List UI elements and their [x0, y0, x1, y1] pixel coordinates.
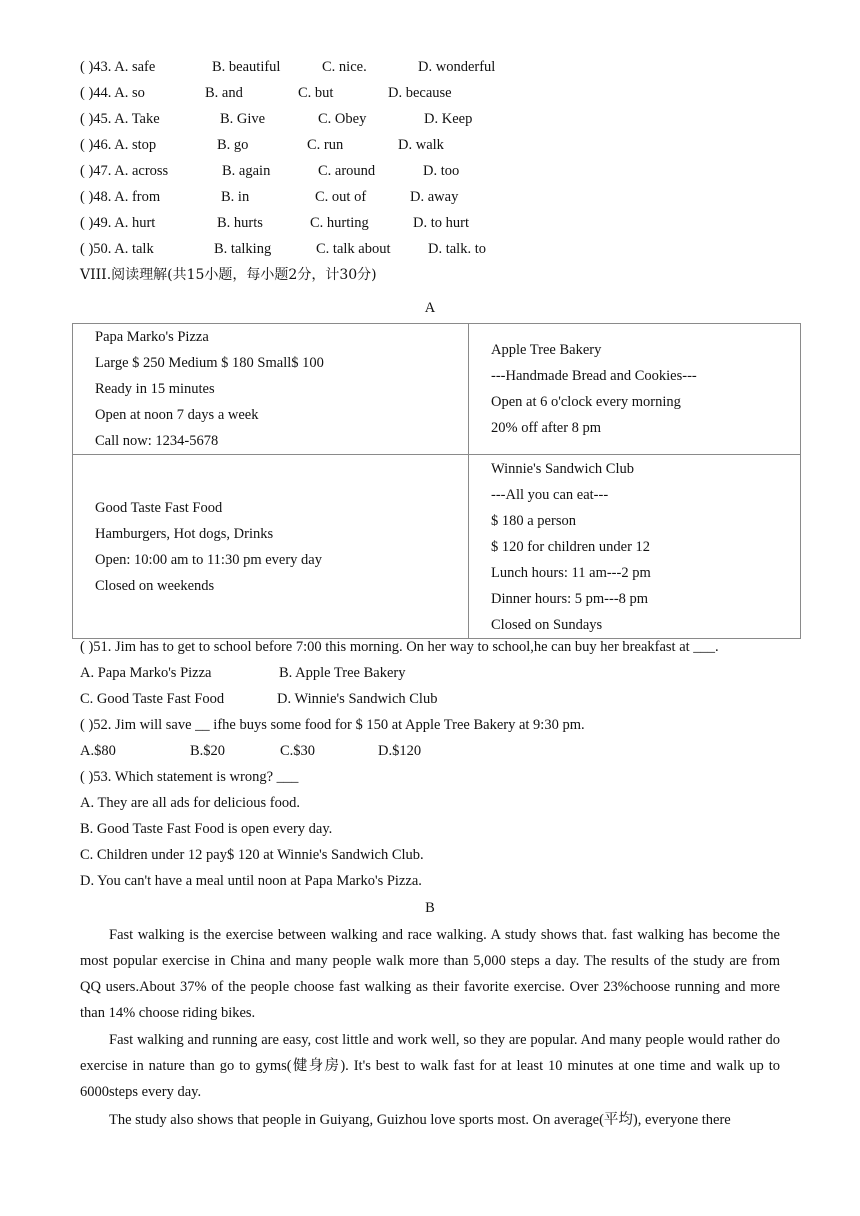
option-a: A. Papa Marko's Pizza — [80, 665, 212, 681]
option-c: C. nice. — [322, 59, 367, 75]
ad-line: ---Handmade Bread and Cookies--- — [491, 368, 697, 384]
question-45 — [80, 106, 780, 132]
option-b: B. beautiful — [212, 59, 281, 75]
paragraph: Fast walking is the exercise between walking and race walking. A study shows that. fast walking has become the most popular exercise in China and many people walk more than 5,000 steps a day. The results of the study are from QQ users.About 37% of the people choose fast walking as their favorite exercise. Over 23%choose running and more than 14% choose riding bikes. — [80, 927, 780, 1021]
option-d: D. too — [423, 163, 460, 179]
question-53-option-d: D. You can't have a meal until noon at Papa Marko's Pizza. — [80, 873, 422, 889]
option-d: D. walk — [398, 137, 444, 153]
question-51-stem: ( )51. Jim has to get to school before 7:00 this morning. On her way to school,he can buy her breakfast at ___. — [80, 639, 719, 655]
option-a: ( )45. A. Take — [80, 111, 160, 127]
ad-title: Good Taste Fast Food — [95, 499, 223, 516]
ads-table — [72, 323, 801, 639]
option-d: D.$120 — [378, 743, 422, 759]
option-d: D. away — [410, 189, 459, 205]
option-a: ( )43. A. safe — [80, 59, 156, 75]
option-d: D. to hurt — [413, 215, 469, 231]
paragraph: Fast walking and running are easy, cost little and work well, so they are popular. And many people would rather do exercise in nature than go to gyms(健身房). It's best to walk fast for at least 10 minutes at one time and walk up to 6000steps every day. — [80, 1032, 780, 1100]
ad-line: Lunch hours: 11 am---2 pm — [491, 564, 651, 581]
passage-b — [80, 922, 780, 1192]
question-43 — [80, 54, 780, 80]
option-b: B. Give — [220, 111, 266, 127]
ad-papa-markos — [73, 324, 469, 455]
ad-line: 20% off after 8 pm — [491, 420, 602, 436]
option-c: C.$30 — [280, 743, 316, 759]
ad-title: Apple Tree Bakery — [491, 342, 602, 358]
option-d: D. talk. to — [428, 241, 486, 257]
ad-line: Call now: 1234-5678 — [95, 433, 219, 449]
ad-line: $ 180 a person — [491, 512, 576, 529]
ad-line: Dinner hours: 5 pm---8 pm — [491, 590, 649, 607]
question-53-stem: ( )53. Which statement is wrong? ___ — [80, 769, 299, 785]
option-c: C. hurting — [310, 215, 369, 231]
cloze-section — [80, 54, 780, 290]
ad-title: Winnie's Sandwich Club — [491, 460, 634, 477]
option-b: B. again — [222, 163, 271, 179]
option-c: C. Obey — [318, 111, 367, 127]
option-c: C. out of — [315, 189, 367, 205]
option-a: ( )44. A. so — [80, 85, 145, 101]
ad-line: Open at 6 o'clock every morning — [491, 394, 681, 410]
option-d: D. Keep — [424, 111, 473, 127]
option-a: ( )50. A. talk — [80, 241, 154, 257]
option-d: D. because — [388, 85, 452, 101]
question-44 — [80, 80, 780, 106]
ad-line: Ready in 15 minutes — [95, 381, 215, 397]
question-50 — [80, 236, 780, 262]
option-a: A.$80 — [80, 743, 116, 759]
passage-b-label: B — [425, 900, 435, 916]
paragraph: The study also shows that people in Guiyang, Guizhou love sports most. On average(平均), everyone there — [109, 1112, 731, 1128]
option-c: C. around — [318, 163, 376, 179]
option-a: ( )47. A. across — [80, 163, 169, 179]
option-c: C. Good Taste Fast Food — [80, 691, 225, 707]
ad-line: Closed on Sundays — [491, 616, 603, 633]
option-b: B. Apple Tree Bakery — [279, 665, 406, 681]
option-b: B. hurts — [217, 215, 263, 231]
question-46 — [80, 132, 780, 158]
ad-line: $ 120 for children under 12 — [491, 538, 651, 555]
ad-line: Open at noon 7 days a week — [95, 407, 259, 423]
ad-winnies-sandwich — [469, 455, 801, 639]
option-d: D. wonderful — [418, 59, 496, 75]
option-a: ( )48. A. from — [80, 189, 161, 205]
option-b: B. go — [217, 137, 249, 153]
option-c: C. run — [307, 137, 344, 153]
ad-title: Papa Marko's Pizza — [95, 329, 209, 345]
option-b: B. talking — [214, 241, 272, 257]
passage-a-label: A — [424, 300, 436, 316]
question-53-option-b: B. Good Taste Fast Food is open every day. — [80, 821, 333, 837]
option-d: D. Winnie's Sandwich Club — [277, 691, 438, 707]
option-b: B. and — [205, 85, 243, 101]
ad-good-taste — [73, 455, 469, 639]
option-c: C. but — [298, 85, 334, 101]
option-b: B.$20 — [190, 743, 226, 759]
ad-line: Large $ 250 Medium $ 180 Small$ 100 — [95, 355, 324, 371]
option-b: B. in — [221, 189, 250, 205]
option-a: ( )46. A. stop — [80, 137, 157, 153]
question-48 — [80, 184, 780, 210]
ad-line: Closed on weekends — [95, 577, 215, 594]
section-title: VIII.阅读理解(共15小题，每小题2分，计30分) — [80, 267, 377, 283]
question-49 — [80, 210, 780, 236]
option-c: C. talk about — [316, 241, 391, 257]
ad-line: ---All you can eat--- — [491, 486, 609, 503]
ad-line: Open: 10:00 am to 11:30 pm every day — [95, 551, 322, 568]
question-53-option-a: A. They are all ads for delicious food. — [80, 795, 300, 811]
option-a: ( )49. A. hurt — [80, 215, 156, 231]
ad-apple-tree-bakery — [469, 324, 801, 455]
question-47 — [80, 158, 780, 184]
question-52-stem: ( )52. Jim will save __ ifhe buys some food for $ 150 at Apple Tree Bakery at 9:30 pm. — [80, 717, 585, 733]
ad-line: Hamburgers, Hot dogs, Drinks — [95, 525, 274, 542]
question-53-option-c: C. Children under 12 pay$ 120 at Winnie's Sandwich Club. — [80, 847, 424, 863]
